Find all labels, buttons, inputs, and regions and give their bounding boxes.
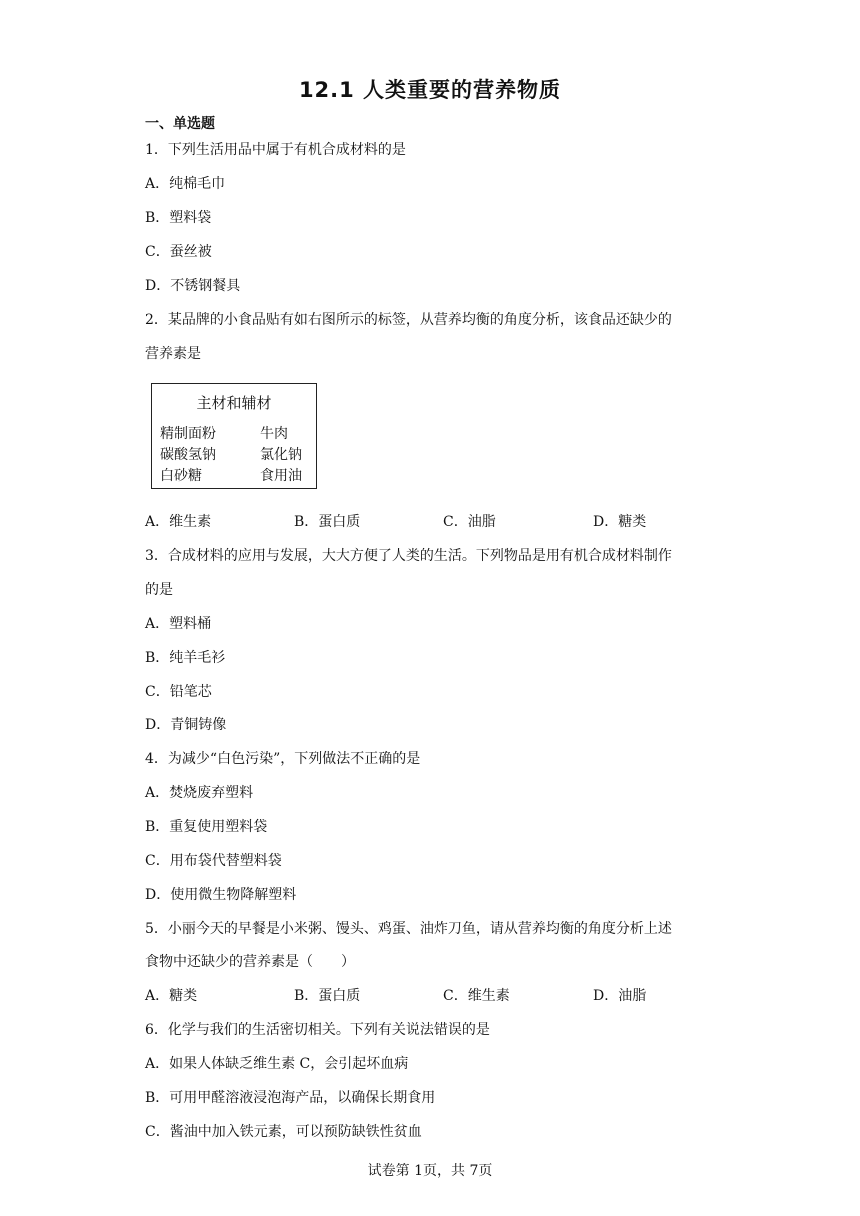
question-5-stem-line2: 食物中还缺少的营养素是（ ） [145,954,355,970]
food-label-item: 牛肉 [260,426,288,442]
question-5-option-c: C．维生素 [443,988,510,1004]
question-3-stem-line1: 3．合成材料的应用与发展，大大方便了人类的生活。下列物品是用有机合成材料制作 [145,548,672,564]
question-1-option-b: B．塑料袋 [145,210,212,226]
section-heading: 一、单选题 [145,116,215,132]
question-5-option-a: A．糖类 [145,988,198,1004]
question-1-option-a: A．纯棉毛巾 [145,176,226,192]
question-2-option-b: B．蛋白质 [294,514,361,530]
question-6-stem: 6．化学与我们的生活密切相关。下列有关说法错误的是 [145,1022,490,1038]
question-3-stem-line2: 的是 [145,582,173,598]
question-2-option-c: C．油脂 [443,514,496,530]
question-1-option-c: C．蚕丝被 [145,244,212,260]
page-footer: 试卷第 1页，共 7页 [367,1163,493,1179]
food-label-figure [151,383,317,489]
question-6-option-c: C．酱油中加入铁元素，可以预防缺铁性贫血 [145,1124,422,1140]
question-4-option-c: C．用布袋代替塑料袋 [145,853,282,869]
food-label-item: 氯化钠 [260,447,302,463]
question-4-option-b: B．重复使用塑料袋 [145,819,268,835]
question-2-option-d: D．糖类 [593,514,647,530]
question-6-option-b: B．可用甲醛溶液浸泡海产品，以确保长期食用 [145,1090,436,1106]
question-3-option-b: B．纯羊毛衫 [145,650,226,666]
question-4-option-a: A．焚烧废弃塑料 [145,785,254,801]
question-4-option-d: D．使用微生物降解塑料 [145,887,297,903]
food-label-item: 精制面粉 [160,426,216,442]
food-label-item: 食用油 [260,468,302,484]
question-2-stem-line2: 营养素是 [145,346,201,362]
question-3-option-c: C．铅笔芯 [145,684,212,700]
question-1-option-d: D．不锈钢餐具 [145,278,241,294]
food-label-title: 主材和辅材 [196,394,272,412]
food-label-item: 碳酸氢钠 [160,447,216,463]
question-5-stem-line1: 5．小丽今天的早餐是小米粥、馒头、鸡蛋、油炸刀鱼，请从营养均衡的角度分析上述 [145,921,672,937]
question-2-option-a: A．维生素 [145,514,212,530]
question-3-option-d: D．青铜铸像 [145,717,227,733]
page-title: 12.1 人类重要的营养物质 [298,78,562,102]
question-5-option-d: D．油脂 [593,988,647,1004]
food-label-item: 白砂糖 [160,468,202,484]
question-2-stem-line1: 2．某品牌的小食品贴有如右图所示的标签，从营养均衡的角度分析，该食品还缺少的 [145,312,672,328]
question-4-stem: 4．为减少“白色污染”，下列做法不正确的是 [145,751,421,767]
question-6-option-a: A．如果人体缺乏维生素 C，会引起坏血病 [145,1056,409,1072]
question-3-option-a: A．塑料桶 [145,616,212,632]
question-1-stem: 1．下列生活用品中属于有机合成材料的是 [145,142,406,158]
question-5-option-b: B．蛋白质 [294,988,361,1004]
